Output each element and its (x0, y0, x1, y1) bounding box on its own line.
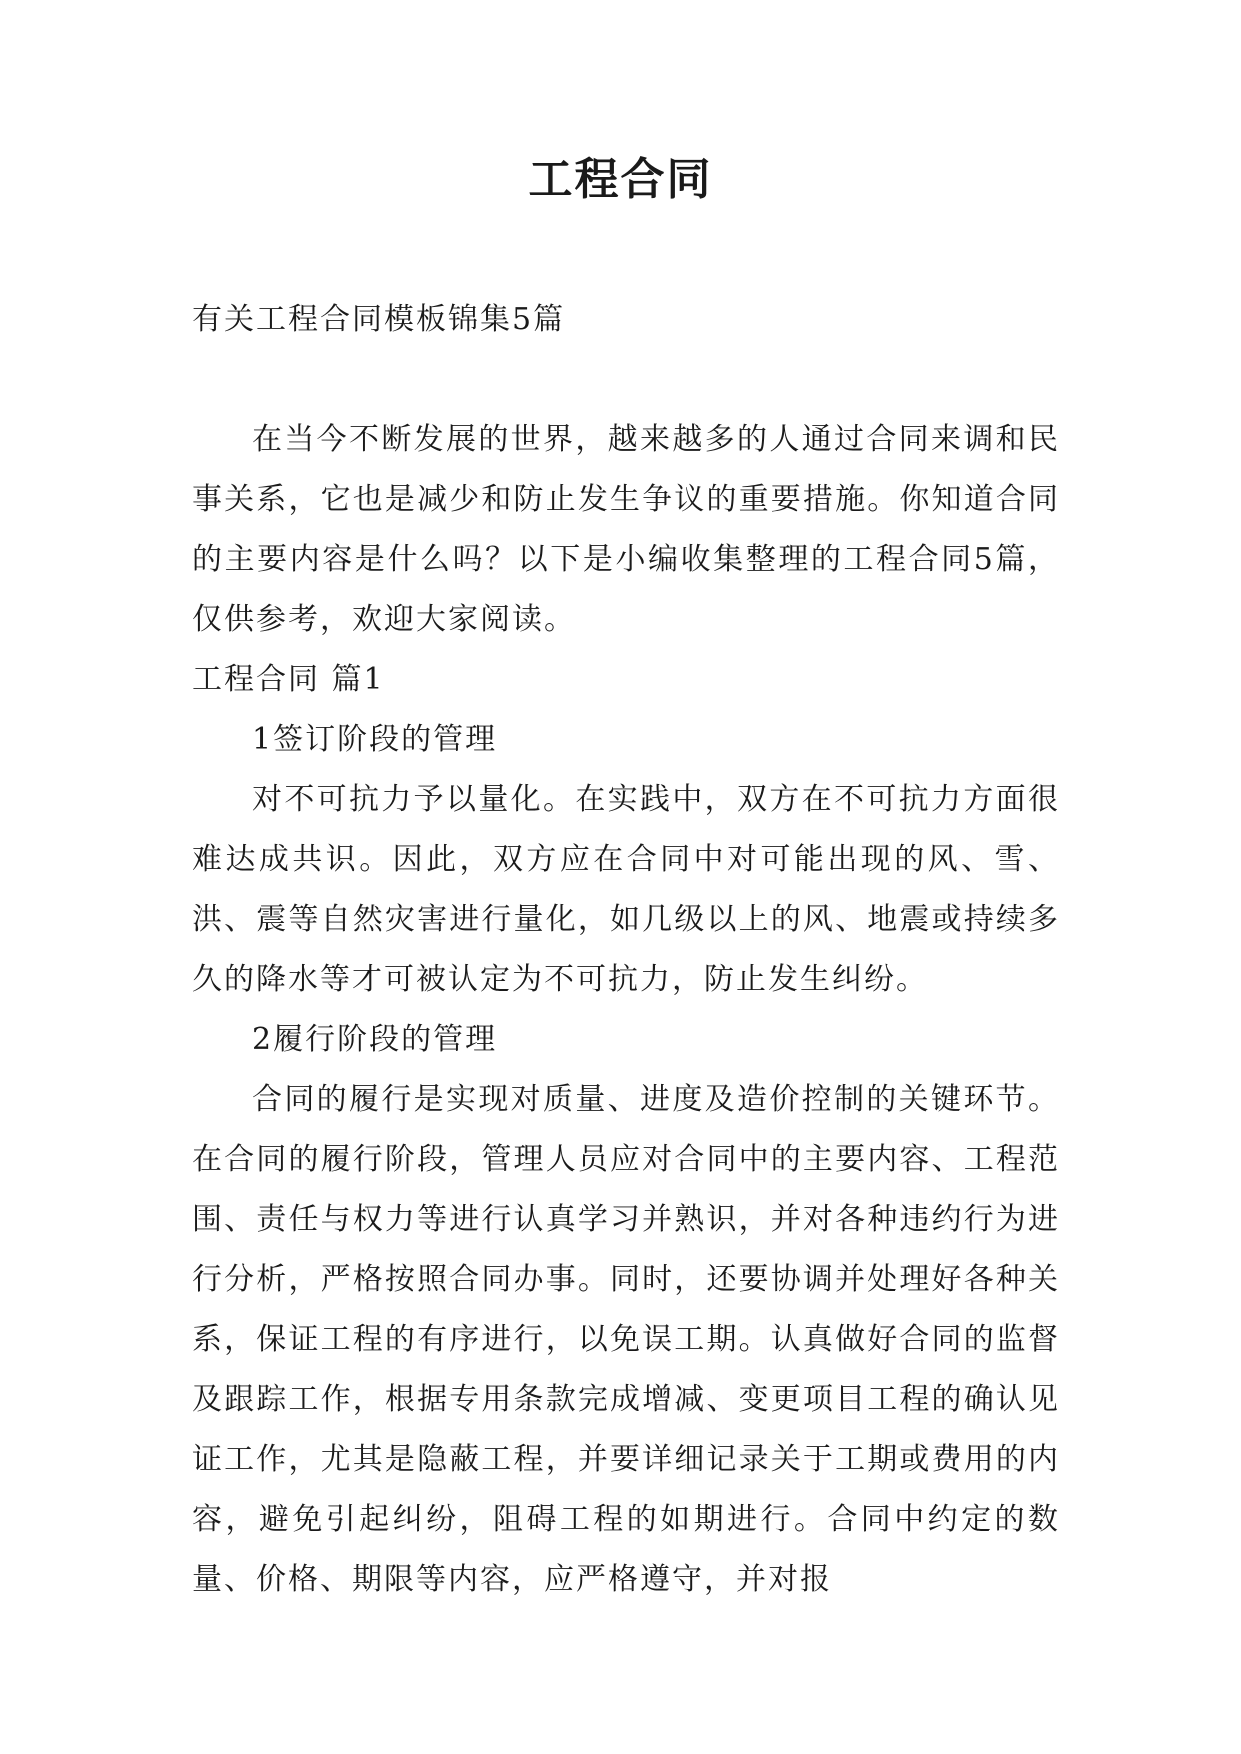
document-body (192, 290, 1060, 1610)
section-heading: 工程合同 篇1 (192, 662, 385, 697)
document-subtitle: 有关工程合同模板锦集5篇 (192, 302, 566, 337)
intro-paragraph: 在当今不断发展的世界，越来越多的人通过合同来调和民事关系，它也是减少和防止发生争议的重要措施。你知道合同的主要内容是什么吗？以下是小编收集整理的工程合同5篇，仅供参考，欢迎大家阅读。 (192, 422, 1060, 637)
item1-paragraph: 对不可抗力予以量化。在实践中，双方在不可抗力方面很难达成共识。因此，双方应在合同中对可能出现的风、雪、洪、震等自然灾害进行量化，如几级以上的风、地震或持续多久的降水等才可被认定为不可抗力，防止发生纠纷。 (192, 782, 1060, 997)
document-title: 工程合同 (528, 154, 713, 205)
item2-heading: 2履行阶段的管理 (252, 1022, 498, 1057)
item1-heading: 1签订阶段的管理 (252, 722, 498, 757)
blank-line (192, 350, 1060, 410)
item2-paragraph: 合同的履行是实现对质量、进度及造价控制的关键环节。在合同的履行阶段，管理人员应对合同中的主要内容、工程范围、责任与权力等进行认真学习并熟识，并对各种违约行为进行分析，严格按照合同办事。同时，还要协调并处理好各种关系，保证工程的有序进行，以免误工期。认真做好合同的监督及跟踪工作，根据专用条款完成增减、变更项目工程的确认见证工作，尤其是隐蔽工程，并要详细记录关于工期或费用的内容，避免引起纠纷，阻碍工程的如期进行。合同中约定的数量、价格、期限等内容，应严格遵守，并对报 (192, 1082, 1060, 1597)
